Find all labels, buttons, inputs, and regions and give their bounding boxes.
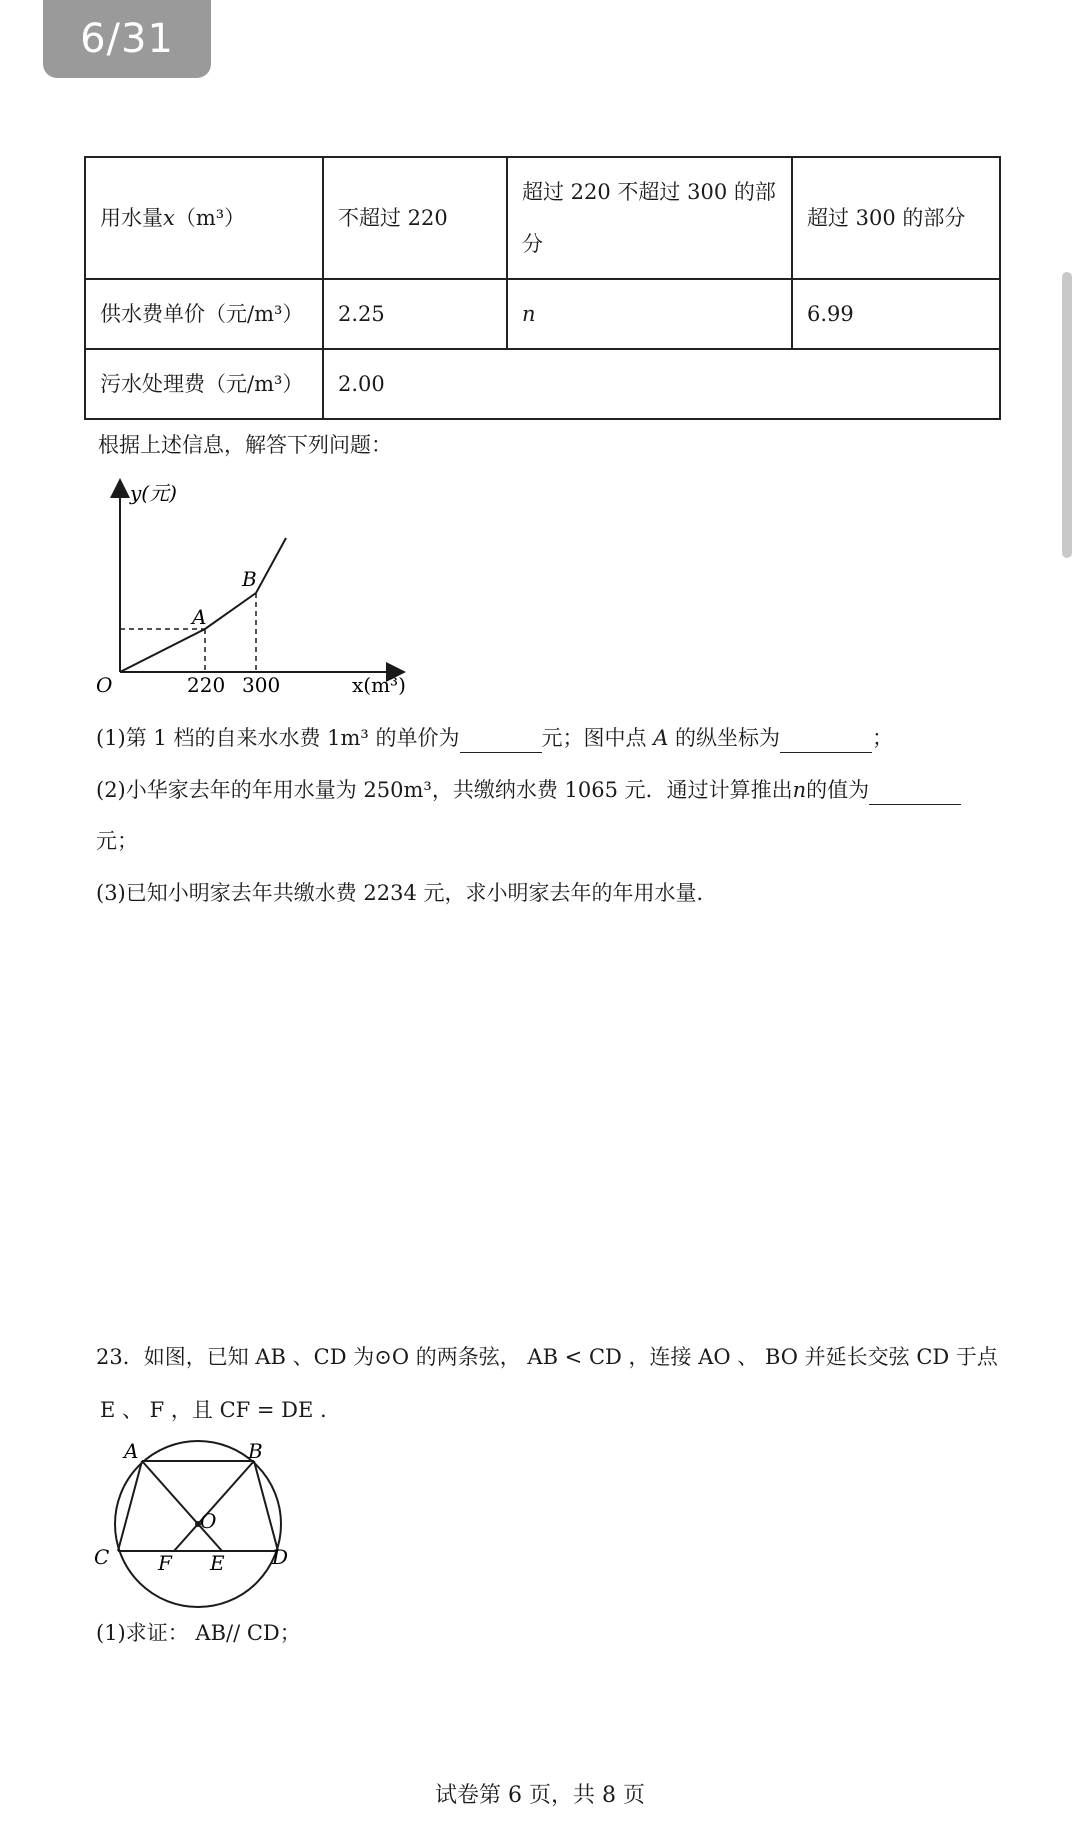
table-cell: 污水处理费（元/m³）: [85, 349, 323, 419]
table-cell: 2.00: [323, 349, 1000, 419]
problem-23-line-2: E 、 F ，且 CF = DE .: [100, 1398, 327, 1422]
page-footer: 试卷第 6 页，共 8 页: [435, 1783, 645, 1808]
origin-label: O: [96, 673, 113, 697]
question-1: (1)第 1 档的自来水水费 1m³ 的单价为 元；图中点 A 的纵坐标为 ；: [96, 723, 893, 753]
segment-bd: [254, 1461, 278, 1551]
table-cell: 供水费单价（元/m³）: [85, 279, 323, 349]
label-b: B: [248, 1439, 263, 1463]
question-2-continued: 元；: [96, 829, 138, 853]
tick-label-220: 220: [187, 673, 226, 697]
table-cell: 超过 220 不超过 300 的部 分: [507, 157, 792, 279]
point-a-label: A: [192, 605, 207, 629]
table-cell: 超过 300 的部分: [792, 157, 1000, 279]
table-cell: 用水量x（m³）: [85, 157, 323, 279]
y-axis-label: y(元): [130, 481, 177, 505]
label-f: F: [158, 1551, 172, 1575]
label-c: C: [94, 1545, 110, 1569]
label-a: A: [124, 1439, 139, 1463]
table-cell: 6.99: [792, 279, 1000, 349]
table-cell: n: [507, 279, 792, 349]
question-3: (3)已知小明家去年共缴水费 2234 元，求小明家去年的年用水量．: [96, 881, 718, 905]
problem-23-question-1: (1)求证： AB// CD；: [96, 1621, 301, 1645]
segment-ac: [118, 1461, 142, 1551]
label-d: D: [272, 1545, 289, 1569]
segment-ae: [142, 1461, 222, 1551]
circle-geometry-figure: [92, 1436, 302, 1612]
label-o: O: [200, 1509, 217, 1533]
page-indicator: 6/31: [43, 0, 211, 78]
x-axis-label: x(m³): [352, 673, 406, 697]
instruction-text: 根据上述信息，解答下列问题：: [98, 433, 392, 457]
answer-blank: [460, 730, 542, 753]
tick-label-300: 300: [242, 673, 281, 697]
table-cell: 不超过 220: [323, 157, 507, 279]
answer-blank: [780, 730, 872, 753]
label-e: E: [210, 1551, 225, 1575]
segment-bf: [174, 1461, 254, 1551]
table-cell: 2.25: [323, 279, 507, 349]
question-2: (2)小华家去年的年用水量为 250m³，共缴纳水费 1065 元．通过计算推出n的值为: [96, 775, 961, 805]
problem-23-line-1: 23．如图，已知 AB 、CD 为⊙O 的两条弦， AB < CD ，连接 AO 、 BO 并延长交弦 CD 于点: [96, 1345, 998, 1369]
water-fee-graph: [90, 478, 420, 698]
point-b-label: B: [242, 567, 257, 591]
answer-blank: [869, 782, 961, 805]
scrollbar[interactable]: [1062, 272, 1072, 558]
water-fee-table: [84, 156, 1001, 420]
